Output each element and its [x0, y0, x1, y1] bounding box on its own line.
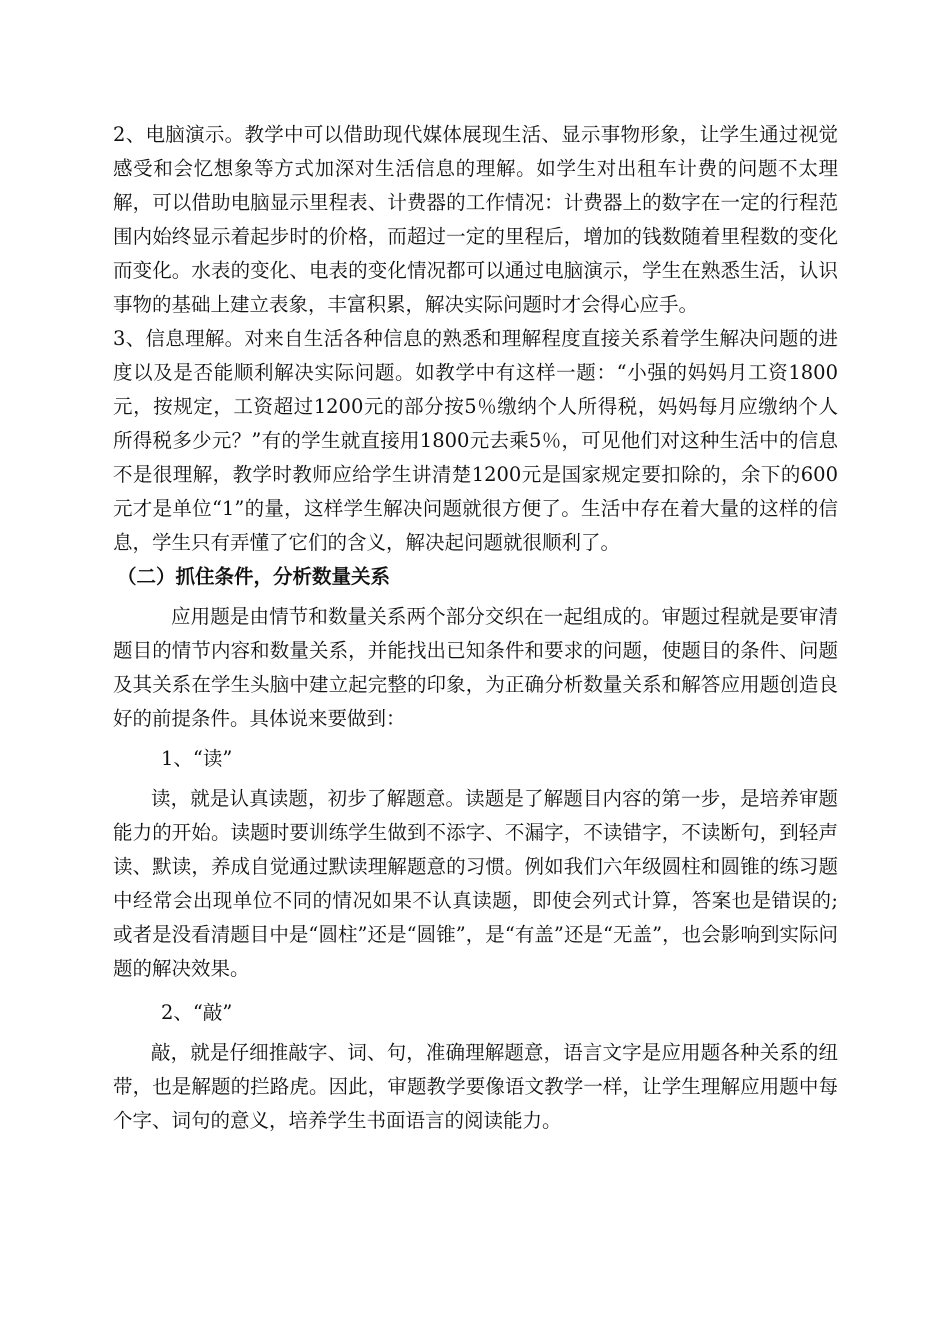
- spacer: [113, 986, 838, 996]
- paragraph-intro: 应用题是由情节和数量关系两个部分交织在一起组成的。审题过程就是要审清题目的情节内容和数量关系，并能找出已知条件和要求的问题，使题目的条件、问题及其关系在学生头脑中建立起完整的印象，为正确分析数量关系和解答应用题创造良好的前提条件。具体说来要做到：: [113, 605, 838, 730]
- paragraph-info-understanding: 3、信息理解。对来自生活各种信息的熟悉和理解程度直接关系着学生解决问题的进度以及是否能顺利解决实际问题。如教学中有这样一题：“小强的妈妈月工资1800元，按规定，工资超过1200元的部分按5％缴纳个人所得税，妈妈每月应缴纳个人所得税多少元？”有的学生就直接用1800元去乘5％，可见他们对这种生活中的信息不是很理解，教学时教师应给学生讲清楚1200元是国家规定要扣除的，余下的600元才是单位“1”的量，这样学生解决问题就很方便了。生活中存在着大量的这样的信息，学生只有弄懂了它们的含义，解决起问题就很顺利了。: [113, 327, 838, 554]
- paragraph-knock: 敲，就是仔细推敲字、词、句，准确理解题意，语言文字是应用题各种关系的纽带，也是解题的拦路虎。因此，审题教学要像语文教学一样，让学生理解应用题中每个字、词句的意义，培养学生书面语言的阅读能力。: [113, 1041, 838, 1132]
- paragraph-computer-demo: 2、电脑演示。教学中可以借助现代媒体展现生活、显示事物形象，让学生通过视觉感受和会忆想象等方式加深对生活信息的理解。如学生对出租车计费的问题不太理解，可以借助电脑显示里程表、计费器的工作情况：计费器上的数字在一定的行程范围内始终显示着起步时的价格，而超过一定的里程后，增加的钱数随着里程数的变化而变化。水表的变化、电表的变化情况都可以通过电脑演示，学生在熟悉生活，认识事物的基础上建立表象，丰富积累，解决实际问题时才会得心应手。: [113, 123, 838, 316]
- subheading-knock: 2、“敲”: [161, 1001, 233, 1024]
- section-heading: （二）抓住条件，分析数量关系: [117, 565, 391, 588]
- paragraph-read: 读，就是认真读题，初步了解题意。读题是了解题目内容的第一步，是培养审题能力的开始。读题时要训练学生做到不添字、不漏字，不读错字，不读断句，到轻声读、默读，养成自觉通过默读理解题意的习惯。例如我们六年级圆柱和圆锥的练习题中经常会出现单位不同的情况如果不认真读题，即使会列式计算，答案也是错误的;或者是没看清题目中是“圆柱”还是“圆锥”，是“有盖”还是“无盖”，也会影响到实际问题的解决效果。: [113, 787, 838, 980]
- document-body: [113, 118, 838, 1138]
- subheading-read: 1、“读”: [161, 747, 233, 770]
